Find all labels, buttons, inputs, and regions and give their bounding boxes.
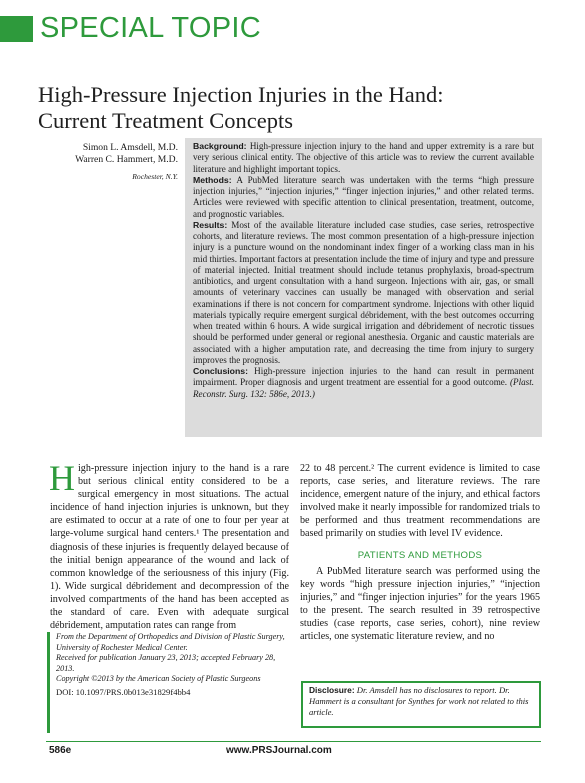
author-1: Simon L. Amsdell, M.D. [82,142,178,153]
page-number: 586e [49,745,72,756]
disclosure-box [301,681,541,728]
article-title [38,82,558,134]
abstract-results [193,220,534,366]
right-paragraph-2: A PubMed literature search was performed using the key words “high pressure injection injuries,” “injection injuries,” and “finger injection injuries” for the years 1965 to the present. The search resulted in 39 retrospective studies (case reports, case series, cohort), nine review articles, one systematic literature review, and no [300,565,540,643]
received-line: Received for publication January 23, 2013; accepted February 28, 2013. [56,653,276,673]
author-block [20,142,178,183]
intro-paragraph: igh-pressure injection injury to the hand is a rare but serious clinical entity considered to be a surgical emergency in most situations. The actual incidence of hand injection injuries is unknown, but they are estimated to occur at a rate of one to four per year at large-volume surgical hand centers.¹ The presentation and diagnosis of these injuries is frequently delayed because of the initial benign appearance of the wound and lack of common knowledge of the seriousness of this injury (Fig. 1). Wide surgical débridement and decompression of the involved compartments of the hand has been accepted as the standard of care. Even with adequate surgical débridement, amputation rates can range from [50,463,289,632]
section-heading: PATIENTS AND METHODS [357,549,483,561]
abstract-methods [193,175,534,220]
results-text: Most of the available literature included case studies, case series, retrospective cohorts, and literature reviews. The most common presentation of a high-pressure injection injury is a puncture wound on the nondominant index finger of a working class man in his mid thirties. Important factors at presentation include the time of injury and type and pressure of material injected. Initial treatment should include tetanus prophylaxis, broad-spectrum antibiotics, and urgent consultation with a hand surgeon. Injections with air, gas, or small amounts of veterinary vaccines can usually be managed with observation and serial examinations if there is not concern for compartment syndrome. Injections with other liquid materials typically require emergent surgical débridement, with the best outcomes occurring when treated within 6 hours. A wide surgical irrigation and débridement of necrotic tissues should be performed under general or regional anesthesia. Organic and caustic materials are associated with a higher amputation rate, and decreasing the time from injury to surgery improves the prognosis. [193,219,534,365]
conclusions-label: Conclusions: [193,366,249,376]
background-text: High-pressure injection injury to the hand and upper extremity is a rare but very serious clinical entity. The objective of this article was to review the current available literature and highlight important topics. [193,141,534,174]
disclosure-text: Dr. Amsdell has no disclosures to report. Dr. Hammert is a consultant for Synthes for work not related to this article. [309,685,529,717]
title-line-2: Current Treatment Concepts [38,108,293,133]
banner-label: SPECIAL TOPIC [40,12,261,44]
right-paragraph-1: 22 to 48 percent.² The current evidence is limited to case reports, case series, and literature reviews. The rare incidence, emergent nature of the injury, and ethical factors involved make it nearly impossible for randomized trials to be performed and thus treatment recommendations are based primarily on studies with level IV evidence. [300,463,540,540]
author-location: Rochester, N.Y. [132,171,178,181]
author-2: Warren C. Hammert, M.D. [75,154,178,166]
doi-link[interactable]: DOI: 10.1097/PRS.0b013e31829f4bb4 [56,686,191,697]
abstract-conclusions [193,366,534,400]
methods-label: Methods: [193,174,232,185]
abstract-citation: (Plast. Reconstr. Surg. 132: 586e, 2013.) [193,377,534,399]
disclosure-label: Disclosure: [309,685,355,695]
affiliation-line: From the Department of Orthopedics and Division of Plastic Surgery, University of Rochester Medical Center. [56,632,285,652]
journal-url[interactable]: www.PRSJournal.com [226,745,332,756]
affiliation-box [47,632,285,733]
footer-divider [46,741,541,742]
copyright-line: Copyright ©2013 by the American Society of Plastic Surgeons [56,674,261,684]
methods-text: A PubMed literature search was undertaken with the terms “high pressure injection injuries,” “injection injuries,” “finger injection injuries,” and other related terms. Articles were reviewed with specific attention to clinical presentation, treatment, outcome, and prognostic variables. [193,174,535,219]
section-banner [0,12,585,44]
body-column-left [49,458,289,632]
body-column-right [300,462,540,643]
conclusions-text: High-pressure injection injuries to the hand can result in permanent impairment. Proper diagnosis and urgent treatment are essential for a good outcome. [193,366,534,388]
abstract-box [185,138,542,437]
results-label: Results: [193,219,228,230]
background-label: Background: [193,141,247,151]
abstract-background [193,141,534,175]
drop-cap: H [49,458,75,498]
banner-accent-bar [0,16,33,42]
title-line-1: High-Pressure Injection Injuries in the Hand: [38,82,444,107]
